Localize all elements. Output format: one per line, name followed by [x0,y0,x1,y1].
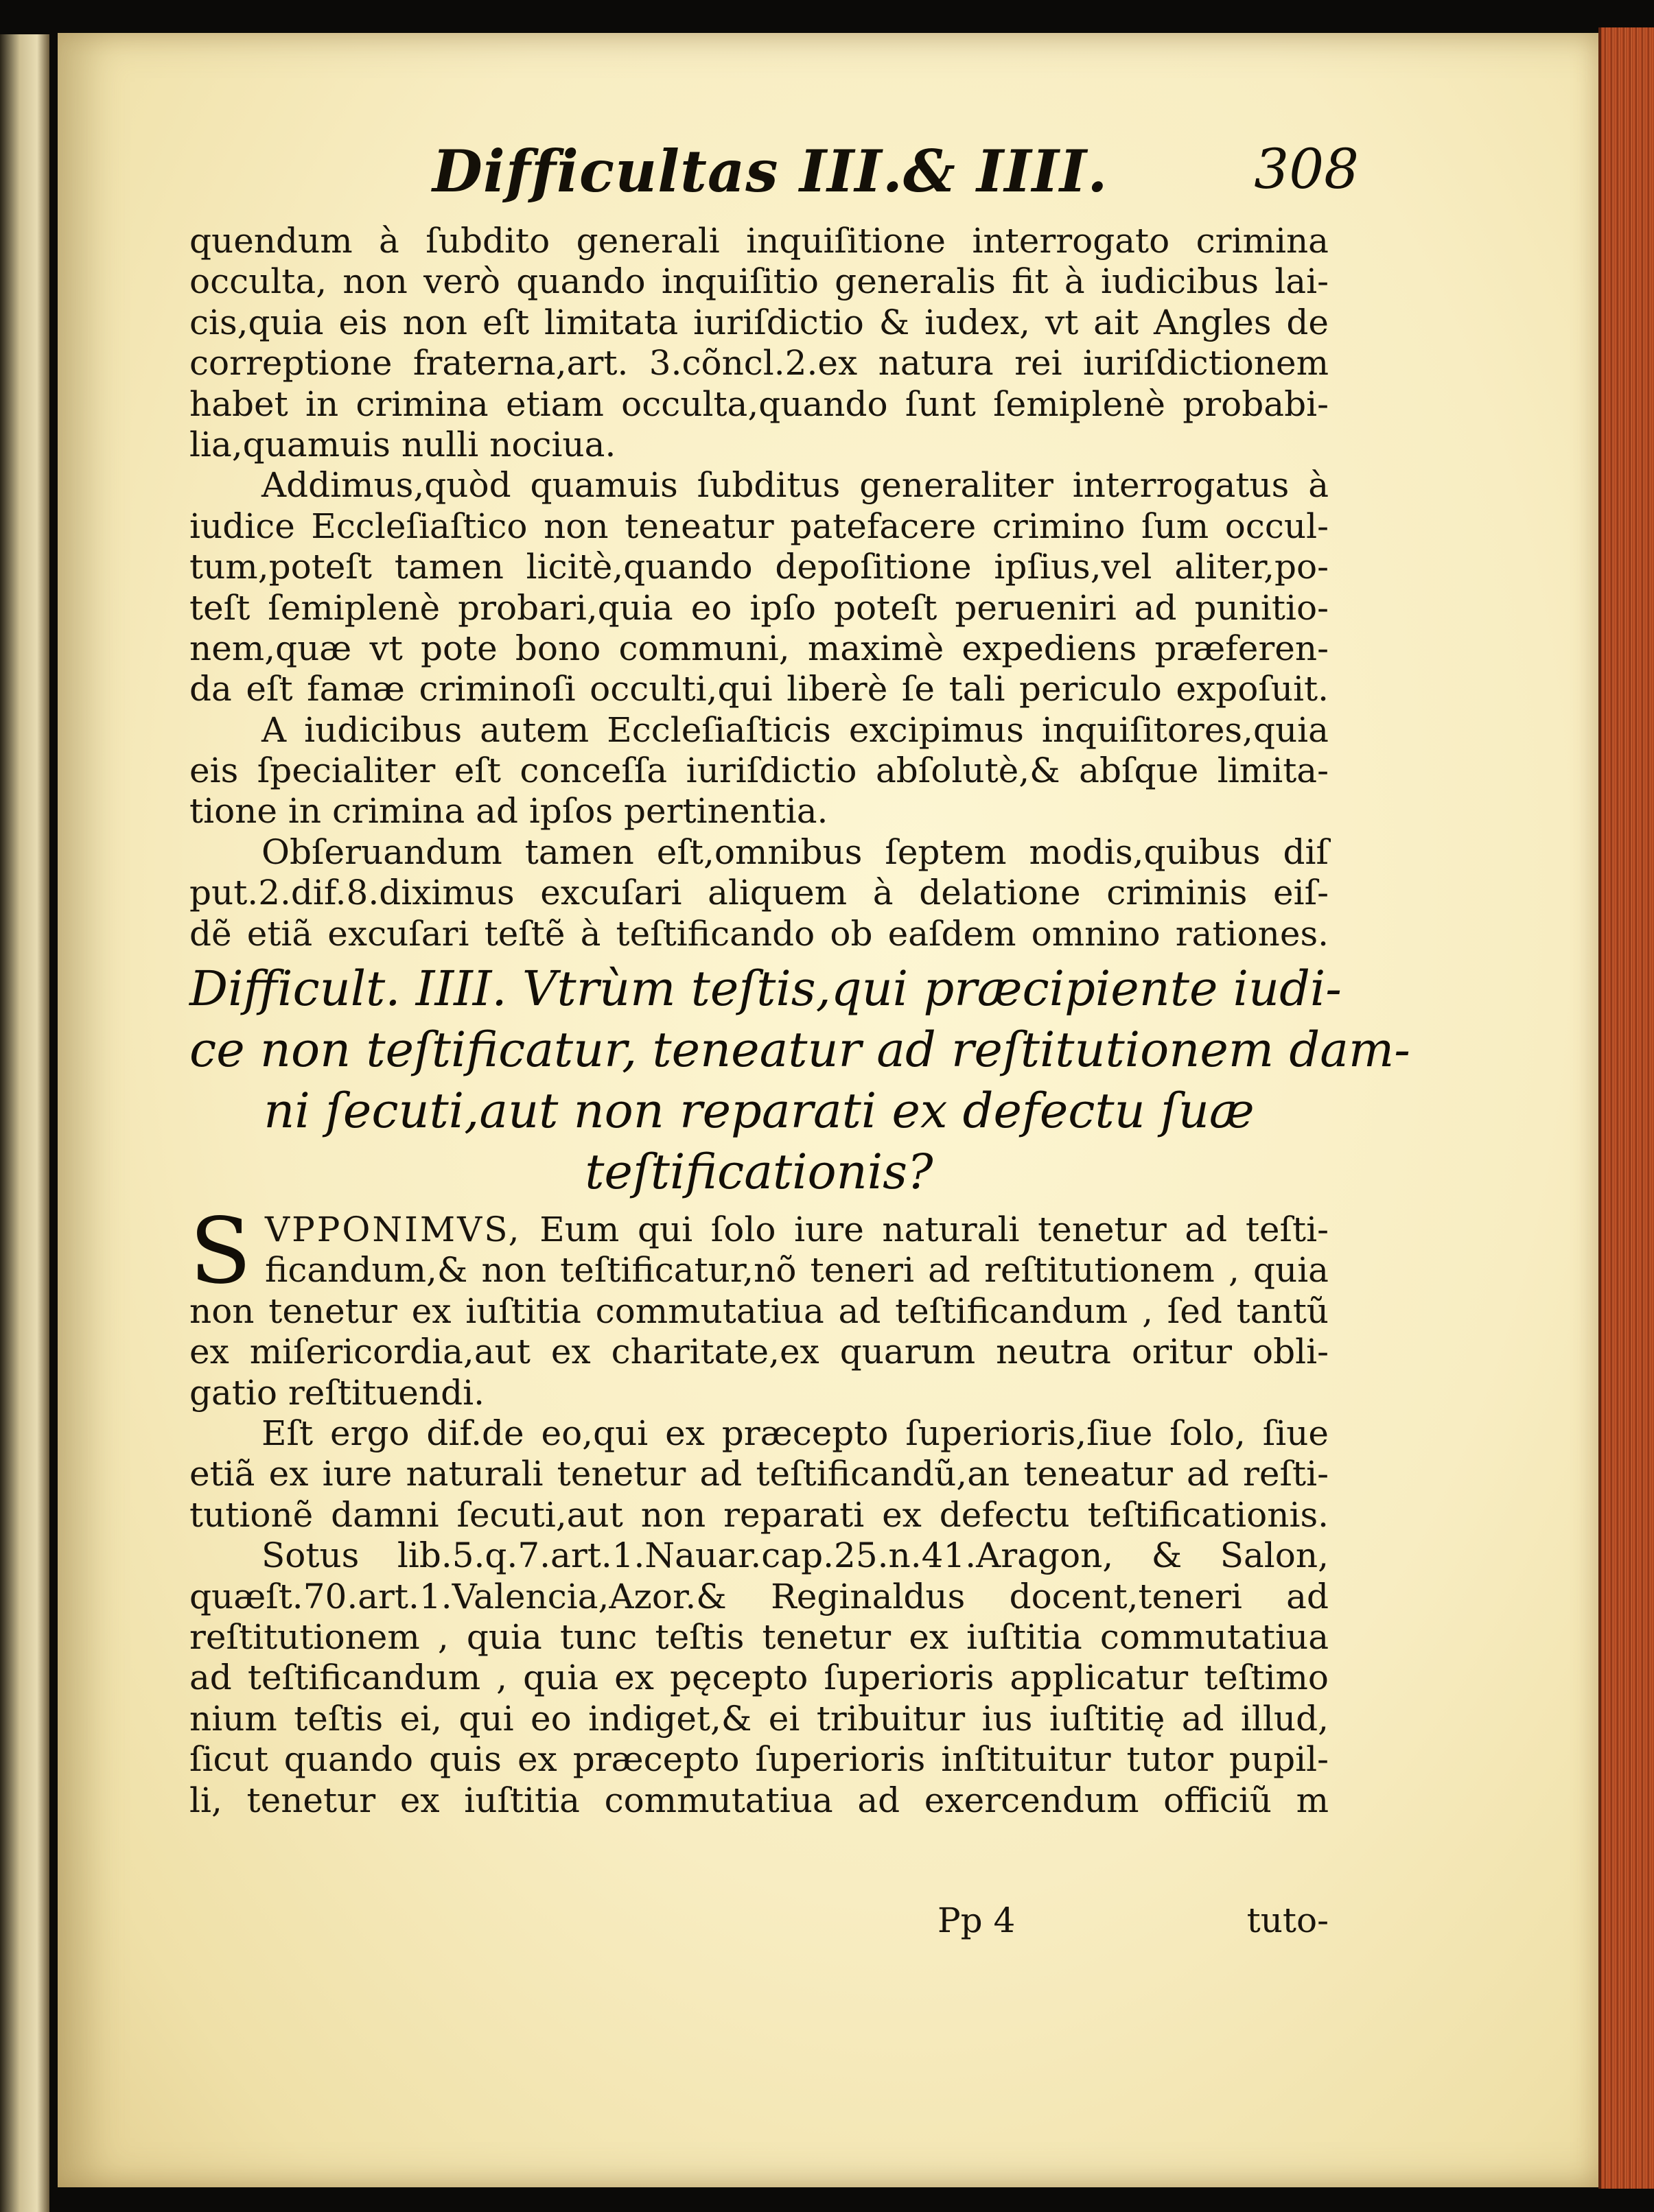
text-line: Obſeruandum tamen eſt,omnibus ſeptem modis,quibus diſ [261,832,1329,872]
text-line: quendum à ſubdito generali inquiſitione interrogato crimina [189,221,1329,261]
heading-line: ni ſecuti,aut non reparati ex defectu ſuæ [264,1083,1255,1140]
text-line: lia,quamuis nulli nociua. [189,424,616,464]
text-line: tione in crimina ad ipſos pertinentia. [189,791,828,832]
text-line: cis,quia eis non eſt limitata iuriſdictio & iudex, vt ait Angles de [189,302,1329,342]
text-line: iudice Eccleſiaſtico non teneatur patefacere crimino ſum occul- [189,506,1329,546]
page-footer [189,1901,1329,1949]
text-block [189,221,1410,1821]
signature-mark: Pp 4 [937,1901,1016,1940]
text-line: gatio reſtituendi. [189,1372,485,1413]
text-line: eis ſpecialiter eſt conceſſa iuriſdictio abſolutè,& abſque limita- [189,751,1329,791]
drop-cap: S [189,1199,252,1305]
text-line: da eſt famæ criminoſi occulti,qui liberè ſe tali periculo expoſuit. [189,669,1329,709]
text-line: tutionẽ damni ſecuti,aut non reparati ex defectu teſtificationis. [189,1494,1329,1535]
facing-page-edge [0,34,49,2212]
text-line: ad teſtificandum , quia ex pęcepto ſuperioris applicatur teſtimo [189,1658,1329,1698]
text-line: ſicut quando quis ex præcepto ſuperioris inſtituitur tutor pupil- [189,1739,1329,1780]
section-a [189,221,1329,954]
text-line: nem,quæ vt pote bono communi, maximè expediens præferen- [189,628,1329,668]
book-fore-edge [1598,27,1654,2189]
text-line: non tenetur ex iuſtitia commutatiua ad teſtificandum , ſed tantũ [189,1291,1329,1331]
text-line: teſt ſemiplenè probari,quia eo ipſo poteſt perueniri ad punitio- [189,587,1329,628]
text-line: Eſt ergo dif.de eo,qui ex præcepto ſuperioris,ſiue ſolo, ſiue [261,1413,1329,1453]
text-line: correptione fraterna,art. 3.cõncl.2.ex natura rei iuriſdictionem [189,343,1329,384]
text-line: nium teſtis ei, qui eo indiget,& ei tribuitur ius iuſtitię ad illud, [189,1698,1329,1739]
text-line: A iudicibus autem Eccleſiaſticis excipimus inquiſitores,quia [261,709,1329,750]
text-line: quæſt.70.art.1.Valencia,Azor.& Reginaldus docent,teneri ad [189,1576,1329,1616]
text-line: reſtitutionem , quia tunc teſtis tenetur ex iuſtitia commutatiua [189,1616,1329,1657]
section-b [189,1199,1329,1821]
heading-line: Difficult. IIII. Vtrùm teſtis,qui præcipiente iudi- [189,961,1342,1017]
text-line: Sotus lib.5.q.7.art.1.Nauar.cap.25.n.41.Aragon, & Salon, [261,1536,1329,1576]
catchword: tuto- [1246,1901,1329,1940]
page-number: 308 [1254,137,1359,201]
section-heading [189,958,1410,1203]
text-line: dẽ etiã excuſari teſtẽ à teſtificando ob eaſdem omnino rationes. [189,913,1329,954]
text-line: ficandum,& non teſtificatur,nõ teneri ad reſtitutionem , quia [265,1250,1329,1291]
running-head: Difficultas III.& IIII. [432,137,1108,205]
text-line: occulta, non verò quando inquiſitio generalis fit à iudicibus lai- [189,261,1329,302]
text-line: put.2.dif.8.diximus excuſari aliquem à delatione criminis eiſ- [189,873,1329,913]
text-line: li, tenetur ex iuſtitia commutatiua ad exercendum officiũ m [189,1780,1329,1820]
text-run: Eum qui ſolo iure naturali tenetur ad teſti- [521,1210,1329,1250]
text-line: Addimus,quòd quamuis ſubditus generaliter interrogatus à [261,465,1329,506]
heading-line: teſtificationis? [585,1144,933,1201]
small-caps-opening: VPPONIMVS, [265,1210,522,1250]
heading-line: ce non teſtificatur, teneatur ad reſtitutionem dam- [189,1022,1410,1079]
page-header [432,137,1359,220]
text-line: tum,poteſt tamen licitè,quando depoſitione ipſius,vel aliter,po- [189,547,1329,587]
text-line: habet in crimina etiam occulta,quando ſunt ſemiplenè probabi- [189,384,1329,424]
text-line: ex miſericordia,aut ex charitate,ex quarum neutra oritur obli- [189,1332,1329,1372]
text-line: etiã ex iure naturali tenetur ad teſtificandũ,an teneatur ad reſti- [189,1454,1329,1494]
